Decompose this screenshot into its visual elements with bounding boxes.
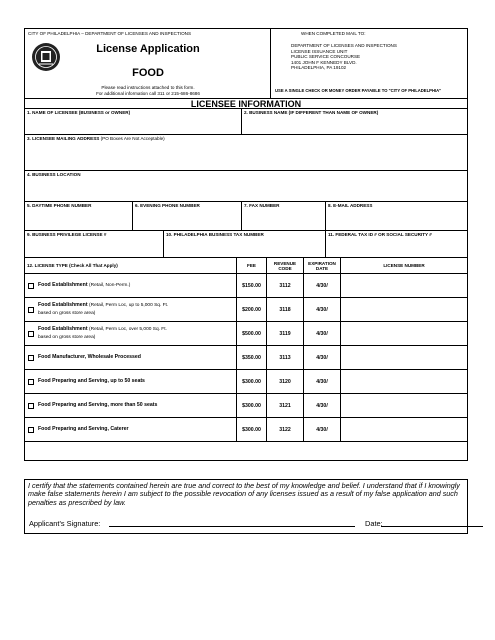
form-header [25, 29, 467, 98]
revenue-code-cell: 3121 [266, 394, 303, 417]
payable-note: USE A SINGLE CHECK OR MONEY ORDER PAYABLE TO "CITY OF PHILADELPHIA" [275, 88, 442, 93]
licensee-name-field[interactable] [25, 109, 241, 134]
address-line: DEPARTMENT OF LICENSES AND INSPECTIONS [291, 43, 397, 48]
address-line: PUBLIC SERVICE CONCOURSE [291, 54, 361, 60]
field-label: 7. FAX NUMBER [244, 203, 280, 208]
license-type-cell [25, 370, 236, 393]
license-type-cell [25, 298, 236, 321]
business-tax-field[interactable] [163, 231, 325, 257]
license-type-label: Food Preparing and Serving, more than 50 seats [38, 402, 158, 408]
license-type-detail: (Retail, Perm Loc, over 5,000 Sq. Ft. [89, 327, 167, 332]
license-type-detail: (Retail, Non-Perm.) [89, 283, 131, 288]
license-row [25, 273, 467, 297]
license-rows [25, 273, 467, 441]
certification [24, 479, 468, 534]
daytime-phone-field[interactable] [25, 202, 132, 230]
address-line: PHILADELPHIA, PA 19102 [291, 65, 347, 71]
field-note: (PO Boxes Are Not Acceptable) [100, 136, 165, 141]
revenue-code-cell: 3118 [266, 298, 303, 321]
mailing-address-field[interactable] [25, 135, 467, 170]
evening-phone-field[interactable] [132, 202, 241, 230]
license-type-cell [25, 418, 236, 441]
signature-line[interactable] [109, 526, 355, 527]
license-type-cell [25, 274, 236, 297]
fee-cell: $150.00 [236, 274, 266, 297]
instruction-line: For additional information call 311 or 215-686-8686 [96, 90, 200, 96]
expiration-cell: 4/30/ [303, 322, 340, 345]
field-label-text: 3. LICENSEE MAILING ADDRESS [27, 136, 100, 141]
field-label: 11. FEDERAL TAX ID # OR SOCIAL SECURITY # [328, 232, 432, 237]
date-line[interactable] [381, 526, 483, 527]
location-row [25, 170, 467, 201]
business-name-field[interactable] [241, 109, 467, 134]
form-title: License Application [96, 43, 200, 55]
license-type-label: Food Preparing and Serving, up to 50 seats [38, 378, 145, 384]
license-type-label: Food Establishment [38, 282, 88, 288]
instructions [25, 85, 271, 96]
license-row [25, 297, 467, 321]
revenue-code-cell: 3122 [266, 418, 303, 441]
license-number-cell[interactable] [340, 418, 467, 441]
header-right [271, 29, 467, 98]
revenue-code-cell: 3113 [266, 346, 303, 369]
federal-tax-id-field[interactable] [325, 231, 467, 257]
license-checkbox[interactable] [28, 427, 34, 433]
address-line: 1401 JOHN F KENNEDY BLVD. [291, 59, 357, 65]
license-type-cell [25, 322, 236, 345]
license-form [24, 28, 468, 461]
license-number-cell[interactable] [340, 274, 467, 297]
fee-cell: $300.00 [236, 394, 266, 417]
expiration-cell: 4/30/ [303, 418, 340, 441]
license-number-cell[interactable] [340, 322, 467, 345]
section-title: LICENSEE INFORMATION [25, 98, 467, 108]
blank-row [25, 441, 467, 460]
address-line: LICENSE ISSUANCE UNIT [291, 48, 348, 54]
license-type-name [38, 301, 168, 318]
fee-cell: $350.00 [236, 346, 266, 369]
license-row [25, 345, 467, 369]
fee-header: FEE [236, 258, 266, 273]
expiration-cell: 4/30/ [303, 274, 340, 297]
license-checkbox[interactable] [28, 355, 34, 361]
field-label: 9. BUSINESS PRIVILEGE LICENSE # [27, 232, 107, 237]
license-type-header: 12. LICENSE TYPE (Check All That Apply) [27, 263, 118, 268]
license-type-name [38, 377, 145, 386]
field-label: 2. BUSINESS NAME (IF DIFFERENT THAN NAME OF OWNER) [244, 110, 379, 115]
instruction-line: Please read instructions attached to this form. [101, 85, 195, 90]
form-subtitle: FOOD [132, 67, 164, 79]
license-type-label: Food Manufacturer, Wholesale Processed [38, 354, 141, 360]
license-type-label: Food Establishment [38, 326, 88, 332]
mailing-address-row [25, 134, 467, 170]
license-type-name [38, 353, 141, 362]
privilege-license-field[interactable] [25, 231, 163, 257]
field-label: 5. DAYTIME PHONE NUMBER [27, 203, 92, 208]
license-type-name [38, 401, 157, 410]
fee-cell: $300.00 [236, 418, 266, 441]
department-name: CITY OF PHILADELPHIA – DEPARTMENT OF LICENSES AND INSPECTIONS [28, 31, 192, 36]
field-label: 4. BUSINESS LOCATION [27, 172, 81, 177]
business-location-field[interactable] [25, 171, 467, 201]
name-row [25, 108, 467, 134]
license-number-cell[interactable] [340, 370, 467, 393]
license-type-name [38, 325, 167, 342]
license-type-name [38, 281, 130, 290]
field-label: 6. EVENING PHONE NUMBER [135, 203, 200, 208]
mail-to-label: WHEN COMPLETED MAIL TO: [301, 31, 366, 36]
fee-cell: $300.00 [236, 370, 266, 393]
license-table-header [25, 257, 467, 273]
field-label [25, 135, 467, 142]
license-type-label: Food Preparing and Serving, Caterer [38, 426, 129, 432]
revenue-code-cell: 3120 [266, 370, 303, 393]
license-number-cell[interactable] [340, 298, 467, 321]
email-field[interactable] [325, 202, 467, 230]
expiration-cell: 4/30/ [303, 370, 340, 393]
field-label: 8. E-MAIL ADDRESS [328, 203, 373, 208]
expiration-header: EXPIRATION DATE [303, 258, 340, 273]
field-label: 10. PHILADELPHIA BUSINESS TAX NUMBER [166, 232, 264, 237]
license-type-subdetail: based on gross store area) [38, 311, 96, 316]
header-left [25, 29, 271, 98]
license-number-cell[interactable] [340, 346, 467, 369]
license-row [25, 393, 467, 417]
fee-cell: $200.00 [236, 298, 266, 321]
license-type-label: Food Establishment [38, 302, 88, 308]
revenue-code-cell: 3112 [266, 274, 303, 297]
license-number-cell[interactable] [340, 394, 467, 417]
license-type-subdetail: based on gross store area) [38, 335, 96, 340]
revenue-code-header: REVENUE CODE [266, 258, 303, 273]
license-type-detail: (Retail, Perm Loc, up to 5,000 Sq. Ft. [89, 303, 169, 308]
license-row [25, 369, 467, 393]
license-checkbox[interactable] [28, 331, 34, 337]
license-checkbox[interactable] [28, 307, 34, 313]
license-type-cell [25, 346, 236, 369]
expiration-cell: 4/30/ [303, 346, 340, 369]
license-row [25, 321, 467, 345]
expiration-cell: 4/30/ [303, 298, 340, 321]
expiration-cell: 4/30/ [303, 394, 340, 417]
license-row [25, 417, 467, 441]
license-checkbox[interactable] [28, 403, 34, 409]
field-label: 1. NAME OF LICENSEE (BUSINESS or OWNER) [27, 110, 131, 115]
license-checkbox[interactable] [28, 379, 34, 385]
tax-row [25, 230, 467, 257]
phone-row [25, 201, 467, 230]
signature-label: Applicant’s Signature: [29, 519, 101, 528]
license-checkbox[interactable] [28, 283, 34, 289]
license-type-name [38, 425, 129, 434]
license-number-header: LICENSE NUMBER [340, 258, 467, 273]
revenue-code-cell: 3119 [266, 322, 303, 345]
certification-text: I certify that the statements contained herein are true and correct to the best of my knowledge and belief. I understand that if I knowingly make false statements herein I am subject to the possible revocation of any licenses issued as a result of my false application and such penalties as prescribed by law. [28, 481, 460, 507]
license-type-cell [25, 394, 236, 417]
fee-cell: $500.00 [236, 322, 266, 345]
mailing-address [291, 43, 397, 71]
fax-field[interactable] [241, 202, 325, 230]
date-label: Date: [365, 519, 383, 528]
